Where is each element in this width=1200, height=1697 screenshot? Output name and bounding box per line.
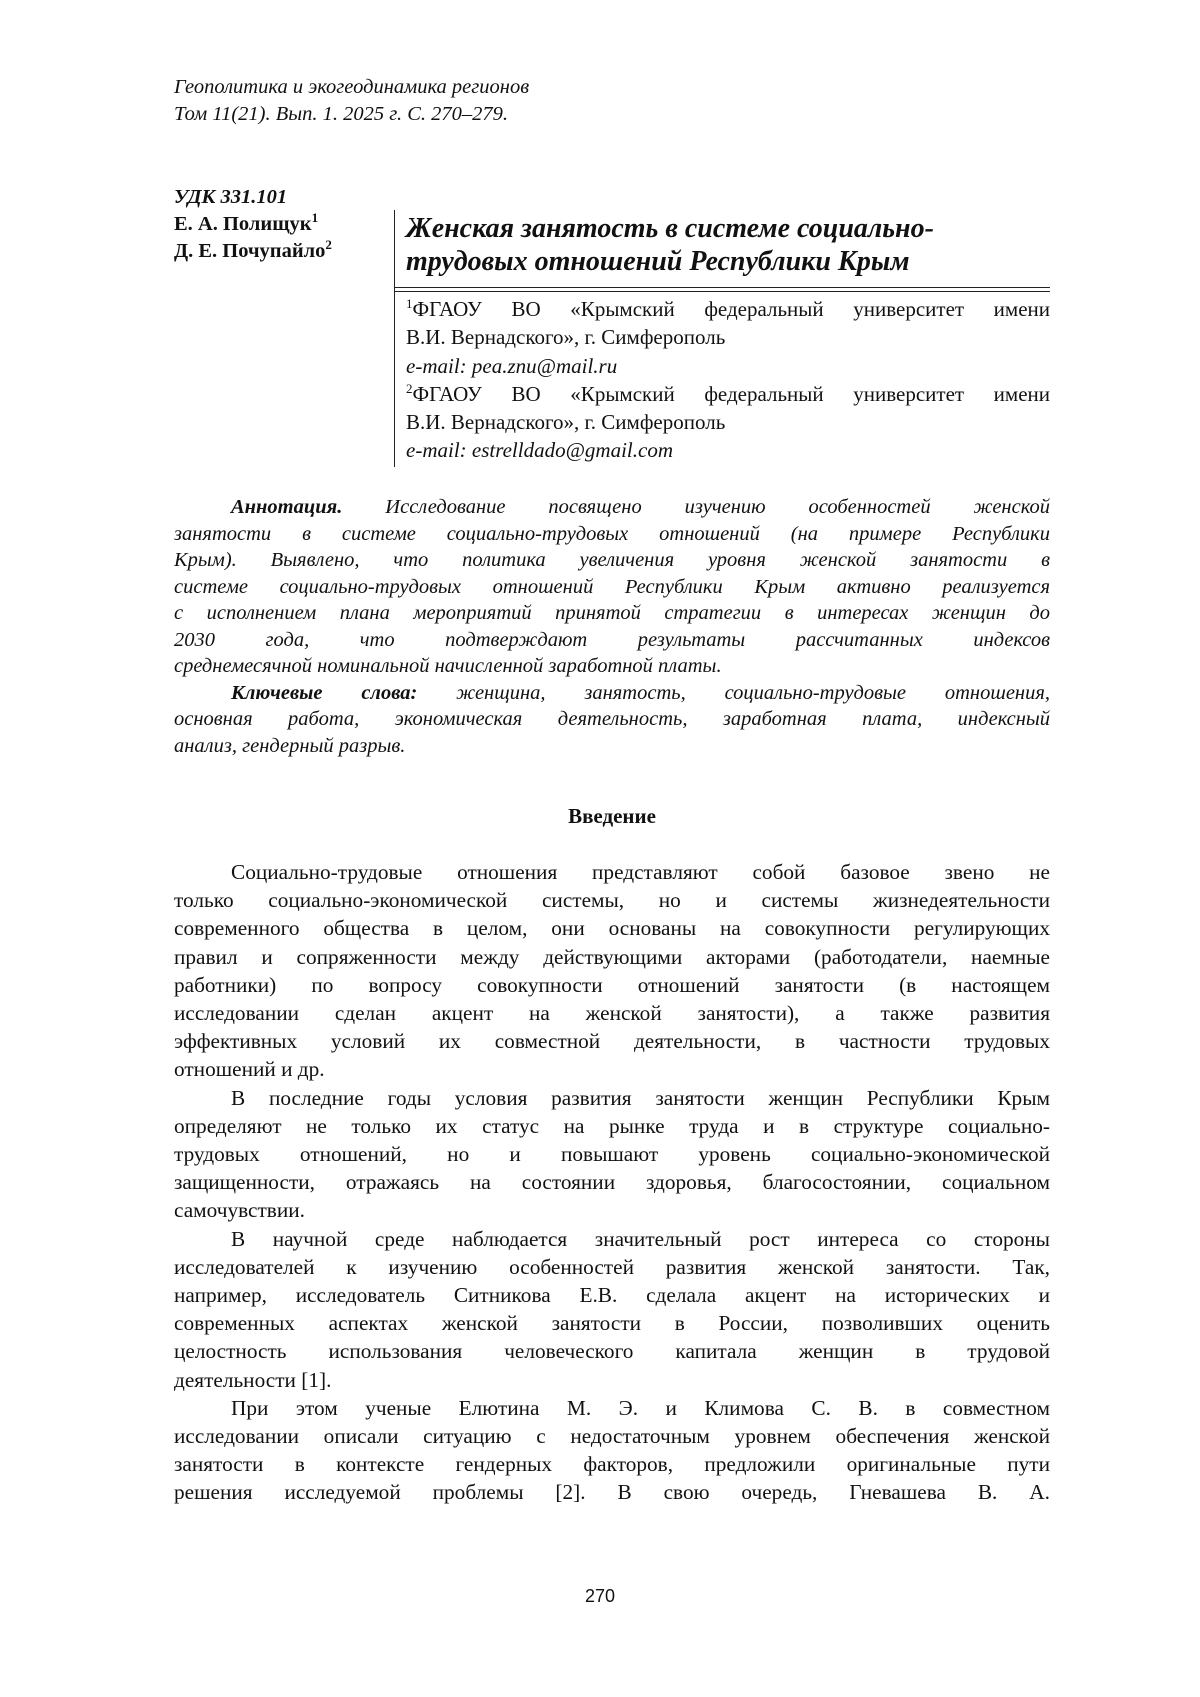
body-line: работники) по вопросу совокупности отношений занятости (в настоящем (174, 972, 1050, 997)
body-line: В научной среде наблюдается значительный рост интереса со стороны (231, 1226, 1050, 1251)
abstract-line: 2030 года, что подтверждают результаты рассчитанных индексов (174, 628, 1050, 651)
vertical-divider (394, 210, 395, 467)
keywords-line: основная работа, экономическая деятельность, заработная плата, индексный (174, 708, 1050, 730)
body-line: Социально-трудовые отношения представляют собой базовое звено не (231, 860, 1050, 884)
journal-issue: Том 11(21). Вып. 1. 2025 г. С. 270–279. (174, 103, 509, 125)
author-1: Е. А. Полищук$^1$ (174, 210, 319, 235)
abstract-line: занятости в системе социально-трудовых отношений (на примере Республики (174, 522, 1050, 545)
body-line: решения исследуемой проблемы [2]. В свою очередь, Гневашева В. А. (174, 1480, 1050, 1505)
body-line: занятости в контексте гендерных факторов, предложили оригинальные пути (174, 1452, 1050, 1477)
body-line: правил и сопряженности между действующими акторами (работодатели, наемные (174, 944, 1050, 969)
keywords-line: Ключевые слова: женщина, занятость, социально-трудовые отношения, (231, 681, 1050, 704)
body-line: целостность использования человеческого капитала женщин в трудовой (174, 1339, 1050, 1364)
body-line: определяют не только их статус на рынке труда и в структуре социально- (174, 1113, 1050, 1138)
body-line: При этом ученые Елютина М. Э. и Климова С. В. в совместном (231, 1395, 1050, 1420)
body-line: исследовании сделан акцент на женской занятости), а также развития (174, 1001, 1050, 1026)
body-line: В последние годы условия развития занятости женщин Республики Крым (231, 1085, 1050, 1110)
affiliation-1-line2: В.И. Вернадского», г. Симферополь (406, 325, 726, 350)
body-line: современного общества в целом, они основаны на совокупности регулирующих (174, 916, 1050, 941)
page-number: 270 (584, 1586, 616, 1606)
body-line: например, исследователь Ситникова Е.В. сделала акцент на исторических и (174, 1283, 1050, 1308)
body-line: самочувствии. (174, 1198, 305, 1223)
body-text (174, 858, 1050, 1507)
author-2: Д. Е. Почупайло$^2$ (174, 237, 332, 262)
abstract-line: с исполнением плана мероприятий принятой стратегии в интересах женщин до (174, 602, 1050, 624)
body-line: эффективных условий их совместной деятельности, в частности трудовых (174, 1029, 1050, 1054)
udk-code: УДК 331.101 (174, 186, 288, 208)
affiliations (406, 295, 1050, 465)
journal-header (174, 74, 529, 128)
title-rule-bottom (394, 291, 1050, 292)
affiliation-2-line1: $^2$ФГАОУ ВО «Крымский федеральный университет имени (406, 380, 1050, 406)
body-line: трудовых отношений, но и повышают уровень социально-экономической (174, 1142, 1050, 1167)
affiliation-2-line2: В.И. Вернадского», г. Симферополь (406, 410, 726, 435)
abstract-line: Аннотация. Исследование посвящено изучению особенностей женской (231, 496, 1050, 518)
body-line: исследователей к изучению особенностей развития женской занятости. Так, (174, 1254, 1050, 1279)
affiliation-1-line1: $^1$ФГАОУ ВО «Крымский федеральный университет имени (406, 296, 1050, 321)
body-line: отношений и др. (174, 1057, 325, 1082)
body-line: деятельности [1]. (174, 1367, 332, 1392)
keywords-line: анализ, гендерный разрыв. (174, 734, 406, 757)
abstract-label: Аннотация. (231, 496, 343, 518)
abstract-line: системе социально-трудовых отношений Республики Крым активно реализуется (174, 575, 1050, 598)
body-line: защищенности, отражаясь на состоянии здоровья, благосостоянии, социальном (174, 1170, 1050, 1195)
affiliation-2-email: e-mail: estrelldado@gmail.com (406, 438, 673, 463)
abstract-line: среднемесячной номинальной начисленной заработной платы. (174, 655, 722, 677)
body-line: современных аспектах женской занятости в России, позволивших оценить (174, 1311, 1050, 1336)
abstract-line: Крым). Выявлено, что политика увеличения уровня женской занятости в (174, 549, 1050, 571)
body-line: только социально-экономической системы, но и системы жизнедеятельности (174, 888, 1050, 913)
article-meta (174, 184, 332, 265)
keywords-label: Ключевые слова: (231, 681, 418, 704)
affiliation-1-email: e-mail: pea.znu@mail.ru (406, 353, 618, 378)
journal-name: Геополитика и экогеодинамика регионов (174, 76, 530, 98)
body-line: исследовании описали ситуацию с недостаточным уровнем обеспечения женской (174, 1424, 1050, 1449)
title-rule-top (394, 287, 1050, 288)
article-title: Женская занятость в системе социально- трудовых отношений Республики Крым (406, 213, 934, 277)
abstract-block (174, 494, 1050, 759)
section-heading: Введение (568, 804, 656, 828)
